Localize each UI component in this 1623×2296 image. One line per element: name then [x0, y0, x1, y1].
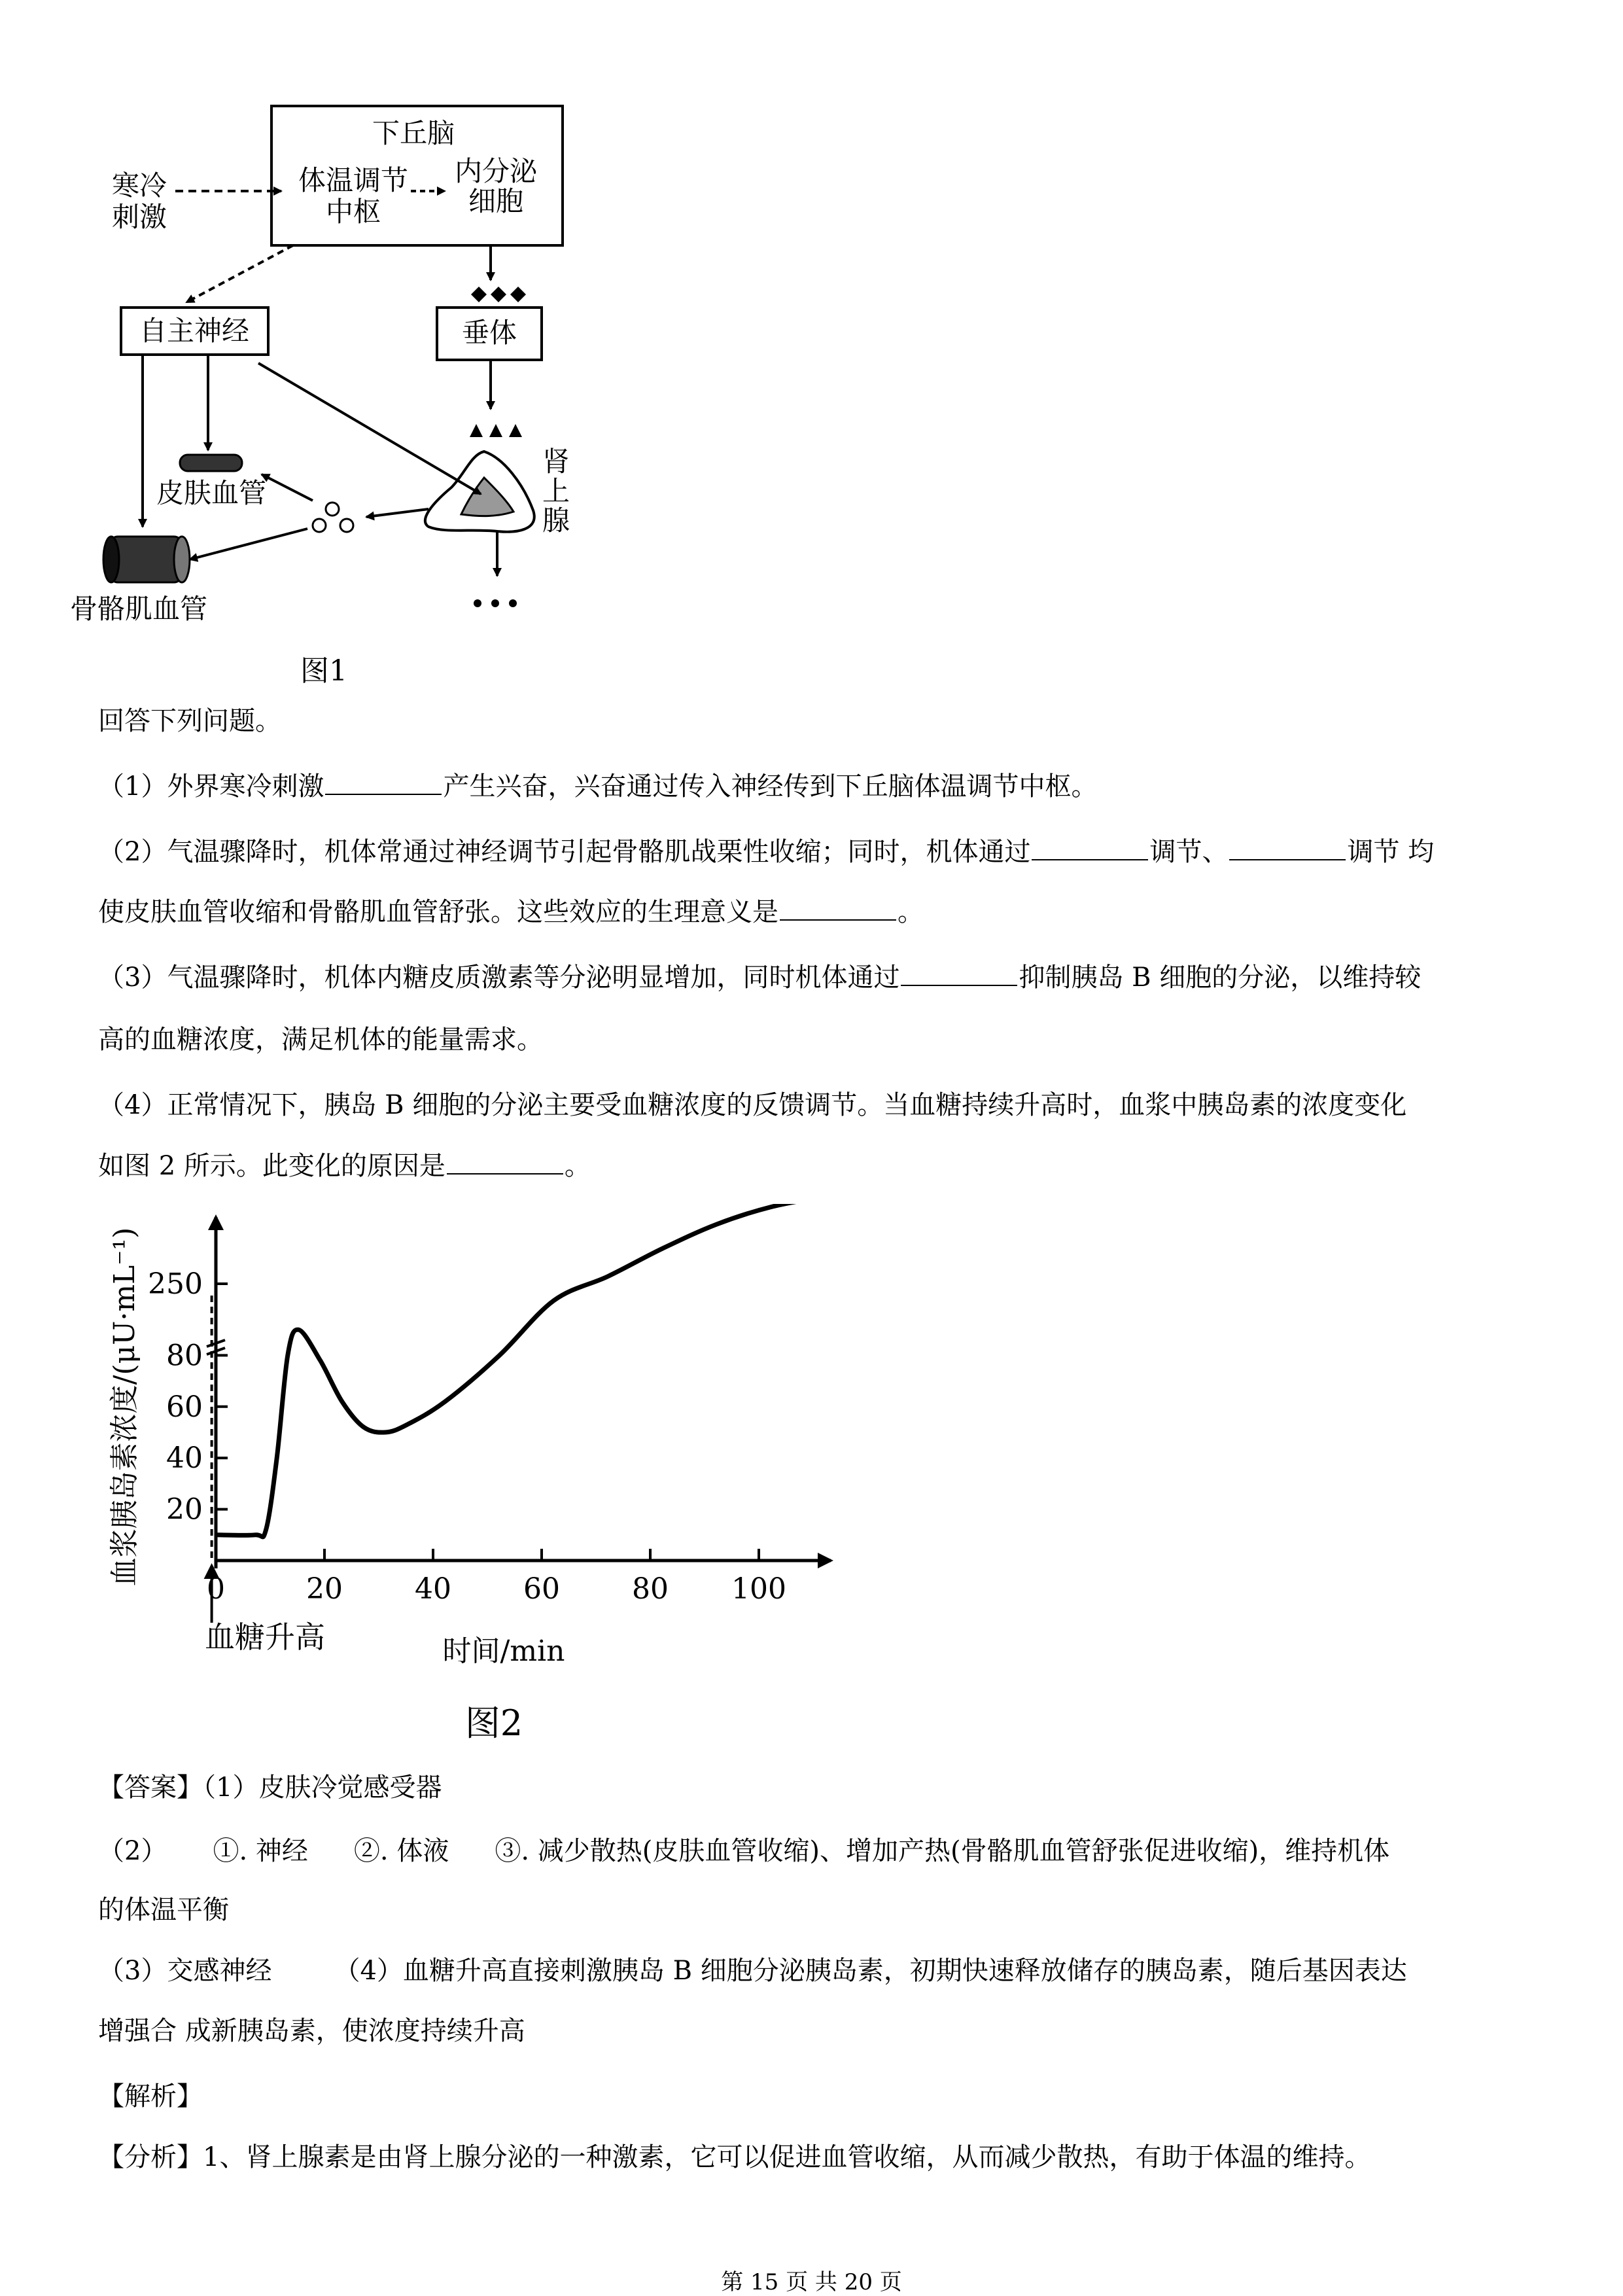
q2-blank-1[interactable] [1032, 837, 1148, 860]
chart-x-tick-label: 0 [207, 1572, 225, 1606]
adrenal-label-2: 上 [542, 475, 570, 507]
q4-text-c: 。 [564, 1151, 591, 1181]
q4-blank[interactable] [447, 1151, 563, 1174]
question-2-line-1 [98, 836, 1434, 868]
cold-label-1: 寒冷 [111, 169, 167, 202]
answer-4: （4）血糖升高直接刺激胰岛 B 细胞分泌胰岛素，初期快速释放储存的胰岛素，随后基因表达 [334, 1956, 1407, 1986]
q2-blank-3[interactable] [780, 897, 896, 921]
q4-text-a: （4）正常情况下，胰岛 B 细胞的分泌主要受血糖浓度的反馈调节。当血糖持续升高时，血浆中胰岛素的浓度变化 [98, 1090, 1407, 1120]
figure-2-caption: 图2 [464, 1703, 523, 1740]
q1-text-b: 产生兴奋，兴奋通过传入神经传到下丘脑体温调节中枢。 [443, 771, 1098, 802]
q3-blank[interactable] [901, 963, 1017, 986]
q2-text-d: 使皮肤血管收缩和骨骼肌血管舒张。这些效应的生理意义是 [98, 897, 778, 927]
chart-y-tick-label: 250 [148, 1267, 203, 1301]
answer-line-2 [98, 1835, 1389, 1867]
cold-label-2: 刺激 [111, 201, 167, 233]
chart-series-line [216, 1204, 826, 1537]
q1-blank[interactable] [325, 771, 442, 795]
figure-1-caption: 图1 [300, 654, 347, 688]
chart-x-label: 时间/min [442, 1634, 565, 1668]
q2-text-b: 调节、 [1149, 837, 1229, 867]
skin-vessel-shape [180, 455, 242, 471]
answer-2-cont: 的体温平衡 [98, 1895, 229, 1925]
question-4-line-2 [98, 1150, 591, 1182]
downstream-dots [474, 599, 517, 607]
autonomic-label: 自主神经 [139, 315, 250, 347]
chart-y-tick-label: 20 [166, 1492, 203, 1527]
arrow-circles-to-muscle [190, 529, 307, 559]
analysis-label: 【解析】 [98, 2081, 203, 2111]
muscle-vessel-shape [103, 537, 190, 582]
answer-1: （1）皮肤冷觉感受器 [203, 1773, 442, 1803]
q2-text-c: 调节 均 [1347, 837, 1435, 867]
chart-x-tick-label: 100 [731, 1572, 786, 1606]
q3-text-c: 高的血糖浓度，满足机体的能量需求。 [98, 1025, 543, 1055]
page-footer: 第 15 页 共 20 页 [721, 2269, 902, 2295]
question-3-line-1 [98, 962, 1421, 993]
figure-1-diagram [0, 0, 654, 694]
skin-vessel-label: 皮肤血管 [156, 477, 267, 509]
chart-y-tick-label: 40 [166, 1441, 203, 1475]
center-label-2: 中枢 [325, 196, 381, 228]
chart-y-label: 血浆胰岛素浓度/(μU·mL⁻¹) [108, 1227, 141, 1587]
q3-text-b: 抑制胰岛 B 细胞的分泌，以维持较 [1019, 963, 1422, 993]
q2-blank-2[interactable] [1229, 837, 1346, 860]
q1-text-a: （1）外界寒冷刺激 [98, 771, 324, 802]
question-3-line-2 [98, 1024, 543, 1055]
epinephrine-circles [313, 503, 353, 532]
answer-2-item-1: ①. 神经 [213, 1836, 308, 1866]
arrow-center-to-autonomic [186, 245, 293, 302]
intro-text: 回答下列问题。 [98, 706, 281, 736]
adrenal-label-3: 腺 [542, 504, 570, 537]
answer-3: （3）交感神经 [98, 1956, 272, 1986]
answer-2-item-3: ③. 减少散热(皮肤血管收缩)、增加产热(骨骼肌血管舒张促进收缩)，维持机体 [495, 1836, 1390, 1866]
q4-text-b: 如图 2 所示。此变化的原因是 [98, 1151, 445, 1181]
fenxi-label: 【分析】 [98, 2142, 203, 2172]
chart-event-label: 血糖升高 [205, 1619, 325, 1655]
hormone-triangles [470, 424, 522, 437]
chart-x-tick-label: 80 [632, 1572, 669, 1606]
answer-4-cont: 增强合 成新胰岛素，使浓度持续升高 [98, 2016, 525, 2046]
arrow-adrenal-to-circles [366, 509, 428, 517]
answer-line-3 [98, 1894, 229, 1926]
endocrine-label-2: 细胞 [468, 185, 524, 217]
arrow-autonomic-to-adrenal [258, 363, 481, 494]
fenxi-text: 1、肾上腺素是由肾上腺分泌的一种激素，它可以促进血管收缩，从而减少散热，有助于体温的维持。 [203, 2142, 1371, 2172]
q2-text-a: （2）气温骤降时，机体常通过神经调节引起骨骼肌战栗性收缩；同时，机体通过 [98, 837, 1031, 867]
figure-2-chart [0, 1204, 916, 1740]
chart-y-tick-label: 80 [166, 1339, 203, 1373]
answer-line-1 [98, 1772, 442, 1803]
hypothalamus-label: 下丘脑 [372, 117, 455, 149]
question-4-line-1 [98, 1089, 1406, 1121]
answer-label: 【答案】 [98, 1773, 203, 1803]
center-label-1: 体温调节 [298, 164, 409, 196]
answer-2-item-2: ②. 体液 [353, 1836, 449, 1866]
adrenal-label-1: 肾 [542, 446, 570, 478]
chart-x-tick-label: 40 [415, 1572, 451, 1606]
chart-y-tick-label: 60 [166, 1390, 203, 1424]
answer-2-num: （2） [98, 1836, 167, 1866]
analysis-line [98, 2142, 1370, 2173]
question-2-line-2 [98, 896, 924, 928]
q2-text-e: 。 [898, 897, 924, 927]
endocrine-label-1: 内分泌 [454, 155, 538, 187]
pituitary-label: 垂体 [461, 317, 517, 349]
hormone-diamonds [471, 287, 526, 302]
q3-text-a: （3）气温骤降时，机体内糖皮质激素等分泌明显增加，同时机体通过 [98, 963, 900, 993]
muscle-vessel-label: 骨骼肌血管 [69, 593, 208, 625]
chart-x-tick-label: 20 [306, 1572, 343, 1606]
chart-x-tick-label: 60 [523, 1572, 560, 1606]
answer-line-4 [98, 1955, 1407, 1987]
answer-line-5 [98, 2015, 525, 2047]
question-1 [98, 771, 1097, 802]
arrow-circles-to-skin [262, 474, 313, 501]
